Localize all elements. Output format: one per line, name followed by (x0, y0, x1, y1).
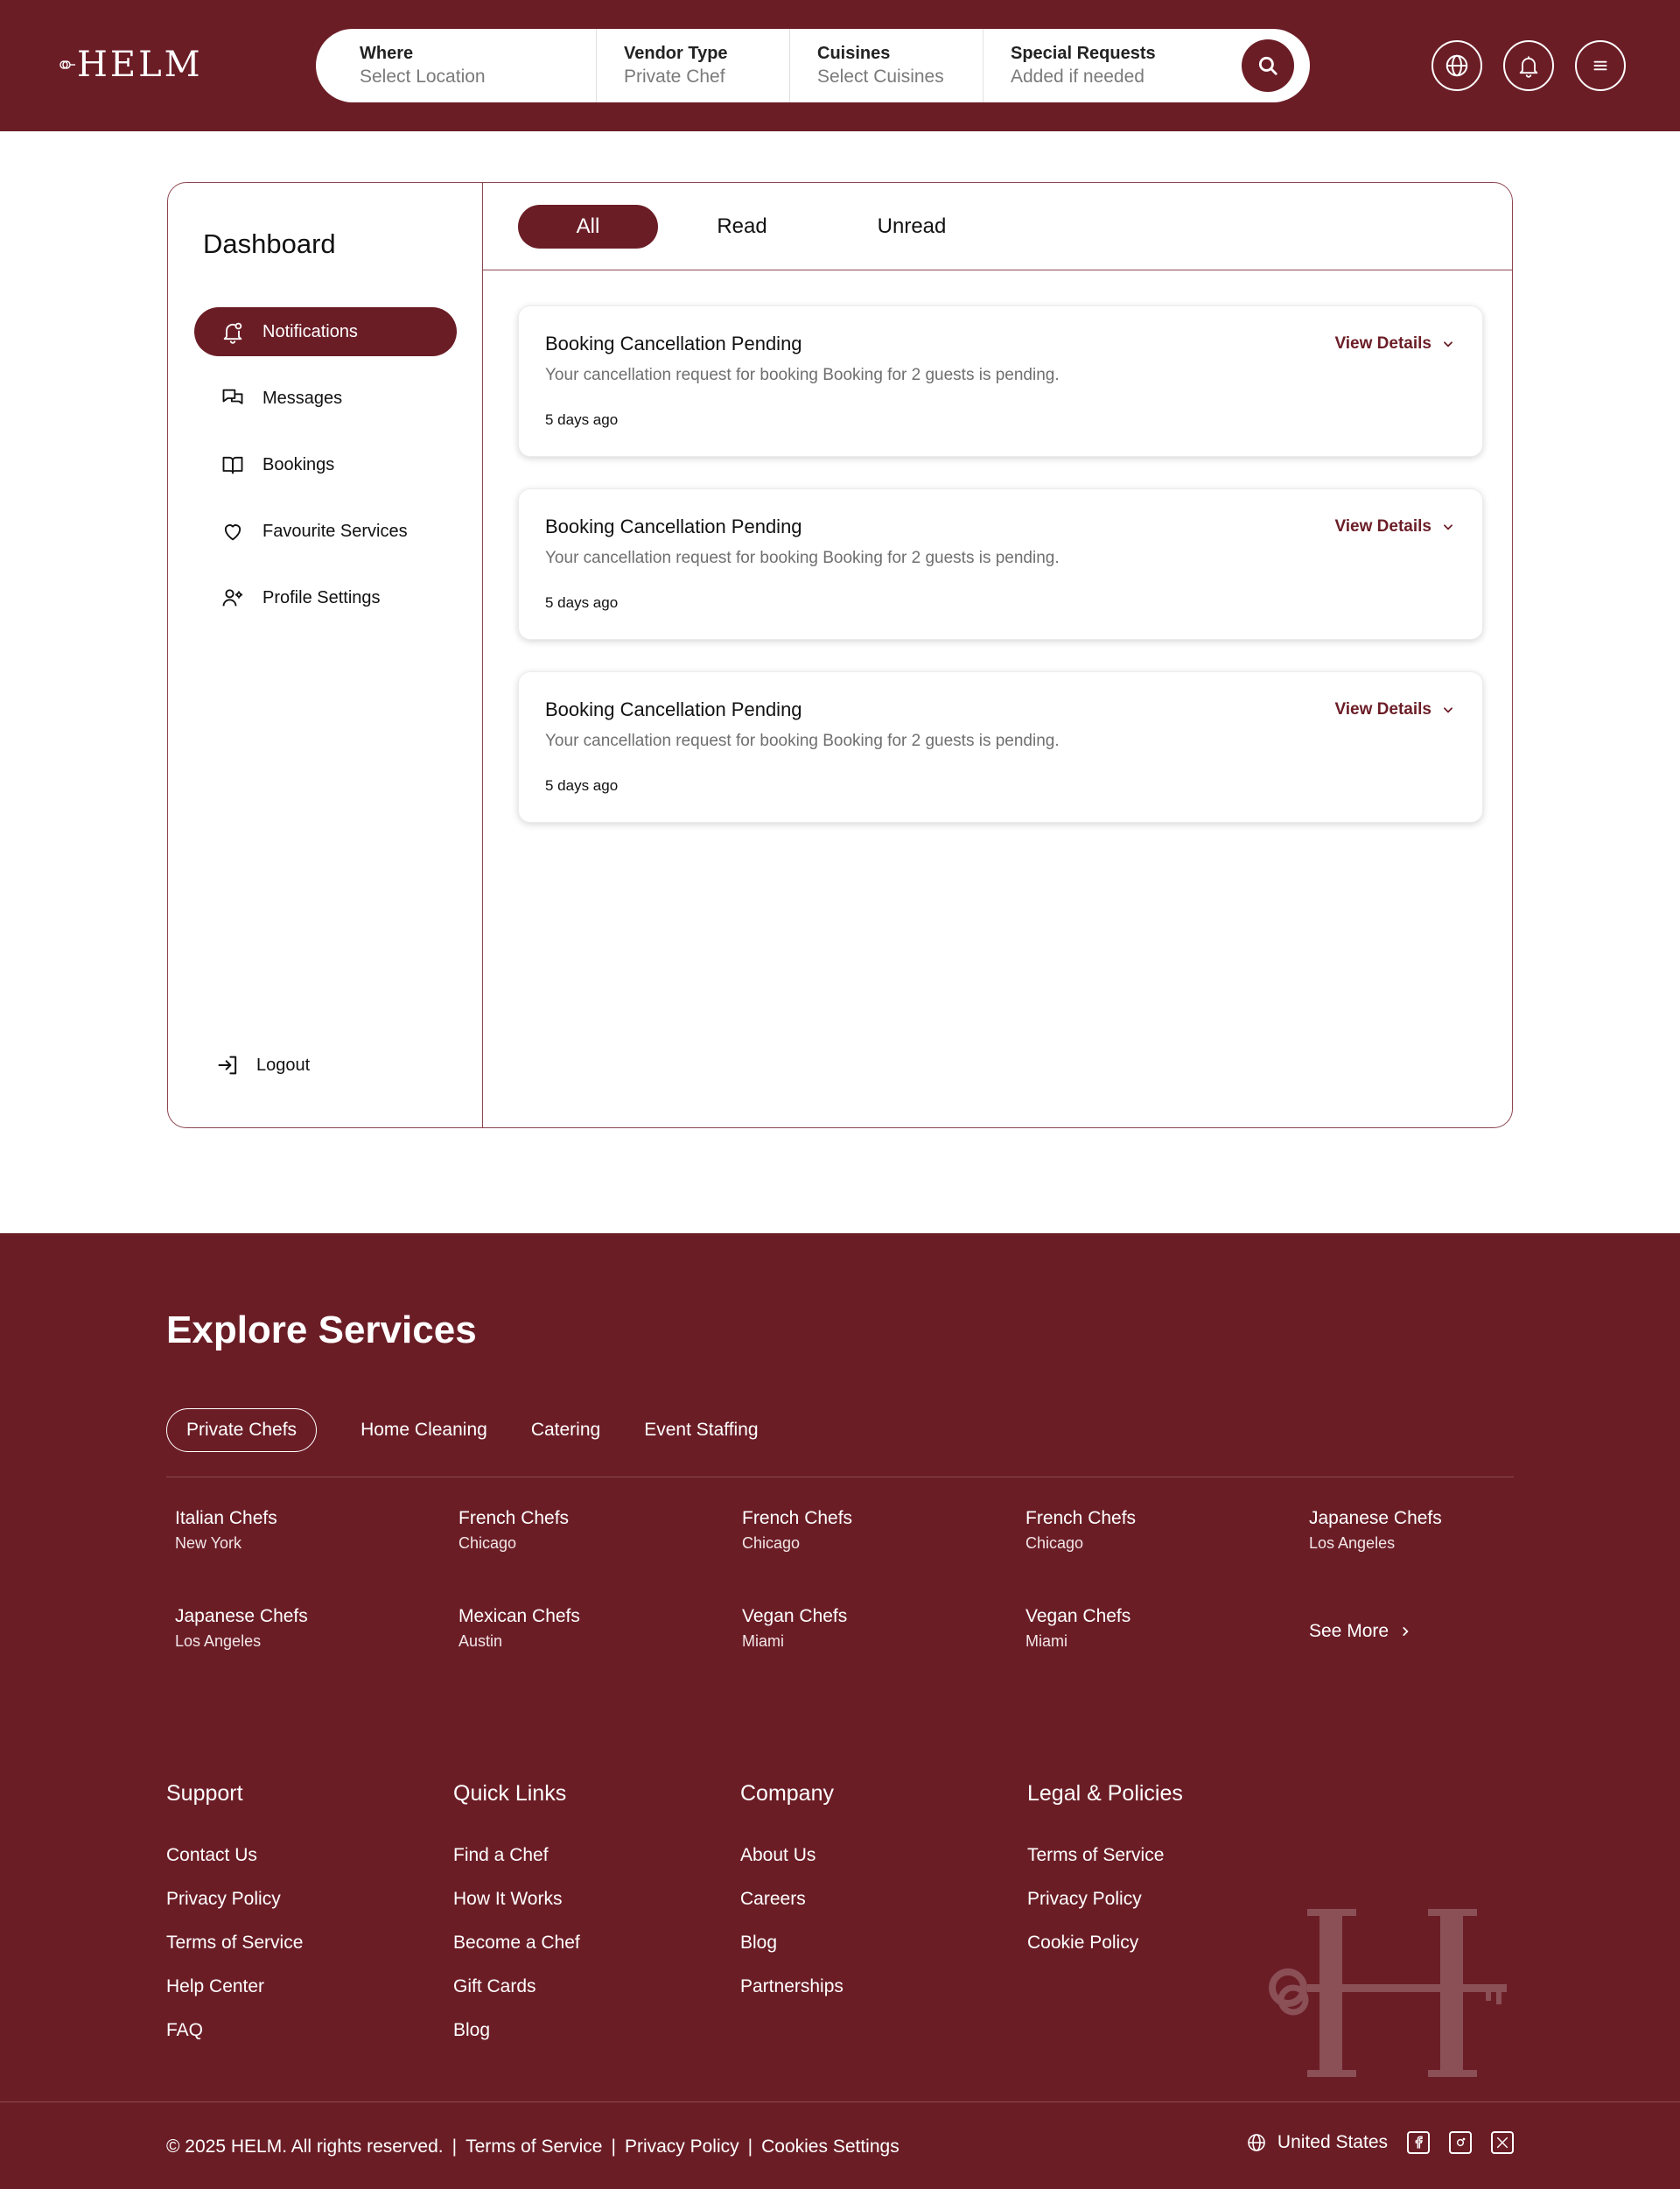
chef-grid (175, 1506, 1522, 1653)
footer-link[interactable]: Privacy Policy (1027, 1889, 1142, 1909)
special-requests-value: Added if needed (1011, 67, 1144, 87)
notification-title: Booking Cancellation Pending (545, 698, 802, 720)
chevron-down-icon (1442, 521, 1454, 533)
view-details-label: View Details (1334, 334, 1432, 353)
footer-link[interactable]: Privacy Policy (166, 1889, 281, 1909)
logo-text: HELM (77, 45, 203, 85)
chef-name: Japanese Chefs (175, 1606, 308, 1626)
vendor-type-label: Vendor Type (624, 44, 728, 63)
sidebar-item-label: Notifications (262, 321, 358, 341)
footer-link[interactable]: Help Center (166, 1976, 265, 1996)
chef-name: French Chefs (1026, 1508, 1137, 1528)
site-header (0, 0, 1680, 131)
footer-link[interactable]: Careers (740, 1889, 806, 1909)
notification-card (518, 671, 1483, 823)
footer-link[interactable]: Partnerships (740, 1976, 844, 1996)
chef-link[interactable] (1309, 1506, 1592, 1555)
globe-icon (1444, 53, 1470, 79)
chat-icon (220, 386, 245, 410)
book-icon (220, 453, 245, 477)
notifications-main (483, 183, 1512, 1127)
chef-name: Mexican Chefs (458, 1606, 580, 1626)
chef-city: New York (175, 1534, 242, 1552)
footer-link[interactable]: Blog (453, 2020, 491, 2040)
chevron-down-icon (1442, 338, 1454, 350)
see-more-link[interactable] (1309, 1604, 1592, 1653)
footer-column-company (740, 1779, 1027, 2052)
separator: | (611, 2136, 616, 2157)
where-field[interactable] (316, 29, 596, 102)
logout-icon (216, 1053, 241, 1077)
where-label: Where (360, 44, 414, 63)
site-footer (0, 1233, 1680, 2189)
chef-link[interactable] (458, 1604, 742, 1653)
chevron-right-icon (1399, 1625, 1411, 1638)
search-bar (316, 29, 1310, 102)
search-button[interactable] (1242, 39, 1294, 92)
footer-link[interactable]: Terms of Service (166, 1933, 304, 1953)
notification-card (518, 305, 1483, 457)
footer-link[interactable]: FAQ (166, 2020, 204, 2040)
separator: | (747, 2136, 753, 2157)
footer-column-heading: Legal & Policies (1027, 1781, 1183, 1806)
chef-link[interactable] (175, 1604, 458, 1653)
chef-name: French Chefs (742, 1508, 853, 1528)
cuisines-field[interactable] (790, 29, 983, 102)
see-more-label: See More (1309, 1621, 1390, 1641)
facebook-link[interactable] (1407, 2131, 1430, 2154)
chef-city: Chicago (742, 1534, 801, 1552)
view-details-button[interactable] (1334, 700, 1454, 719)
tab-all[interactable]: All (518, 205, 658, 249)
logout-label: Logout (256, 1055, 311, 1075)
special-requests-field[interactable] (984, 29, 1246, 102)
notification-list (518, 305, 1483, 854)
sidebar-item-label: Profile Settings (262, 587, 381, 607)
dashboard-sidebar (168, 183, 483, 1127)
notification-description: Your cancellation request for booking Booking for 2 guests is pending. (545, 732, 1060, 750)
notification-title: Booking Cancellation Pending (545, 516, 802, 537)
where-value: Select Location (360, 67, 486, 87)
footer-link[interactable]: How It Works (453, 1889, 563, 1909)
helm-watermark-logo (1265, 1907, 1507, 2079)
view-details-button[interactable] (1334, 517, 1454, 537)
x-icon (1495, 2136, 1509, 2150)
copyright-text: © 2025 HELM. All rights reserved. (166, 2136, 444, 2157)
globe-icon (1246, 2132, 1267, 2153)
vendor-type-value: Private Chef (624, 67, 725, 87)
cuisines-label: Cuisines (817, 44, 891, 63)
chef-name: French Chefs (458, 1508, 570, 1528)
menu-icon (1589, 54, 1612, 77)
dashboard-title: Dashboard (203, 228, 336, 259)
explore-services-title: Explore Services (166, 1308, 477, 1351)
footer-link[interactable]: Find a Chef (453, 1845, 549, 1865)
chef-link[interactable] (1026, 1506, 1309, 1555)
chef-link[interactable] (1026, 1604, 1309, 1653)
chef-city: Miami (742, 1632, 784, 1650)
view-details-label: View Details (1334, 700, 1432, 719)
notification-card (518, 488, 1483, 640)
chef-city: Chicago (1026, 1534, 1084, 1552)
facebook-icon (1411, 2136, 1425, 2150)
sidebar-item-favourite-services[interactable] (194, 507, 457, 556)
sidebar-nav (194, 307, 457, 640)
footer-link[interactable]: Contact Us (166, 1845, 257, 1865)
logout-button[interactable] (216, 1053, 310, 1077)
chef-city: Los Angeles (175, 1632, 262, 1650)
sidebar-item-messages[interactable] (194, 374, 457, 423)
bell-icon (1516, 53, 1541, 78)
user-settings-icon (220, 586, 245, 610)
notification-description: Your cancellation request for booking Booking for 2 guests is pending. (545, 549, 1060, 567)
service-tab-home-cleaning[interactable]: Home Cleaning (360, 1420, 487, 1440)
notification-time: 5 days ago (545, 594, 619, 611)
sidebar-item-label: Messages (262, 388, 343, 408)
tab-unread[interactable]: Unread (877, 214, 947, 238)
notification-tabs (483, 183, 1512, 270)
header-actions (1432, 40, 1626, 91)
key-icon (60, 56, 75, 74)
sidebar-item-bookings[interactable] (194, 440, 457, 489)
cuisines-value: Select Cuisines (817, 67, 944, 87)
notification-description: Your cancellation request for booking Booking for 2 guests is pending. (545, 366, 1060, 384)
tab-read[interactable]: Read (717, 214, 767, 238)
search-icon (1256, 54, 1279, 77)
footer-column-heading: Company (740, 1781, 834, 1806)
view-details-label: View Details (1334, 517, 1432, 536)
divider (0, 2101, 1680, 2102)
footer-link[interactable]: About Us (740, 1845, 816, 1865)
notification-title: Booking Cancellation Pending (545, 333, 802, 354)
footer-link[interactable]: Terms of Service (1027, 1845, 1165, 1865)
footer-link[interactable]: Cookie Policy (1027, 1933, 1139, 1953)
notification-time: 5 days ago (545, 411, 619, 428)
footer-link[interactable]: Gift Cards (453, 1976, 536, 1996)
notification-time: 5 days ago (545, 777, 619, 794)
chef-name: Italian Chefs (175, 1508, 277, 1528)
bottom-link-cookies[interactable]: Cookies Settings (761, 2136, 900, 2157)
service-tab-private-chefs[interactable]: Private Chefs (166, 1408, 317, 1452)
footer-column-support (166, 1779, 453, 2052)
sidebar-item-notifications[interactable] (194, 307, 457, 356)
footer-column-quick-links (453, 1779, 740, 2052)
language-button[interactable] (1432, 40, 1482, 91)
footer-link[interactable]: Blog (740, 1933, 778, 1953)
heart-icon (220, 519, 245, 544)
view-details-button[interactable] (1334, 334, 1454, 354)
service-tab-event-staffing[interactable]: Event Staffing (644, 1420, 759, 1440)
sidebar-item-label: Bookings (262, 454, 335, 474)
helm-logo[interactable] (60, 44, 203, 86)
region-selector[interactable] (1246, 2132, 1388, 2153)
chef-name: Vegan Chefs (742, 1606, 848, 1626)
chef-link[interactable] (458, 1506, 742, 1555)
footer-bottom-right (1246, 2131, 1514, 2154)
footer-column-heading: Quick Links (453, 1781, 567, 1806)
chef-city: Los Angeles (1309, 1534, 1396, 1552)
footer-columns (166, 1779, 1314, 2052)
chef-link[interactable] (175, 1506, 458, 1555)
bell-icon (220, 319, 245, 344)
menu-button[interactable] (1575, 40, 1626, 91)
chef-name: Vegan Chefs (1026, 1606, 1131, 1626)
dashboard-panel (167, 182, 1513, 1128)
chevron-down-icon (1442, 704, 1454, 716)
bottom-link-privacy[interactable]: Privacy Policy (624, 2136, 739, 2157)
special-requests-label: Special Requests (1011, 44, 1156, 63)
footer-link[interactable]: Become a Chef (453, 1933, 580, 1953)
sidebar-item-profile-settings[interactable] (194, 573, 457, 622)
vendor-type-field[interactable] (597, 29, 789, 102)
instagram-icon (1453, 2136, 1467, 2150)
chef-city: Austin (458, 1632, 503, 1650)
x-link[interactable] (1491, 2131, 1514, 2154)
chef-city: Miami (1026, 1632, 1068, 1650)
bottom-link-terms[interactable]: Terms of Service (466, 2136, 603, 2157)
separator: | (452, 2136, 458, 2157)
notifications-button[interactable] (1503, 40, 1554, 91)
chef-name: Japanese Chefs (1309, 1508, 1442, 1528)
chef-link[interactable] (742, 1506, 1026, 1555)
instagram-link[interactable] (1449, 2131, 1472, 2154)
chef-city: Chicago (458, 1534, 517, 1552)
footer-bottom-bar (166, 2136, 900, 2157)
service-tab-catering[interactable]: Catering (530, 1420, 601, 1440)
chef-link[interactable] (742, 1604, 1026, 1653)
footer-column-heading: Support (166, 1781, 243, 1806)
service-tabs (166, 1408, 802, 1452)
region-label: United States (1277, 2132, 1388, 2152)
sidebar-item-label: Favourite Services (262, 521, 408, 541)
